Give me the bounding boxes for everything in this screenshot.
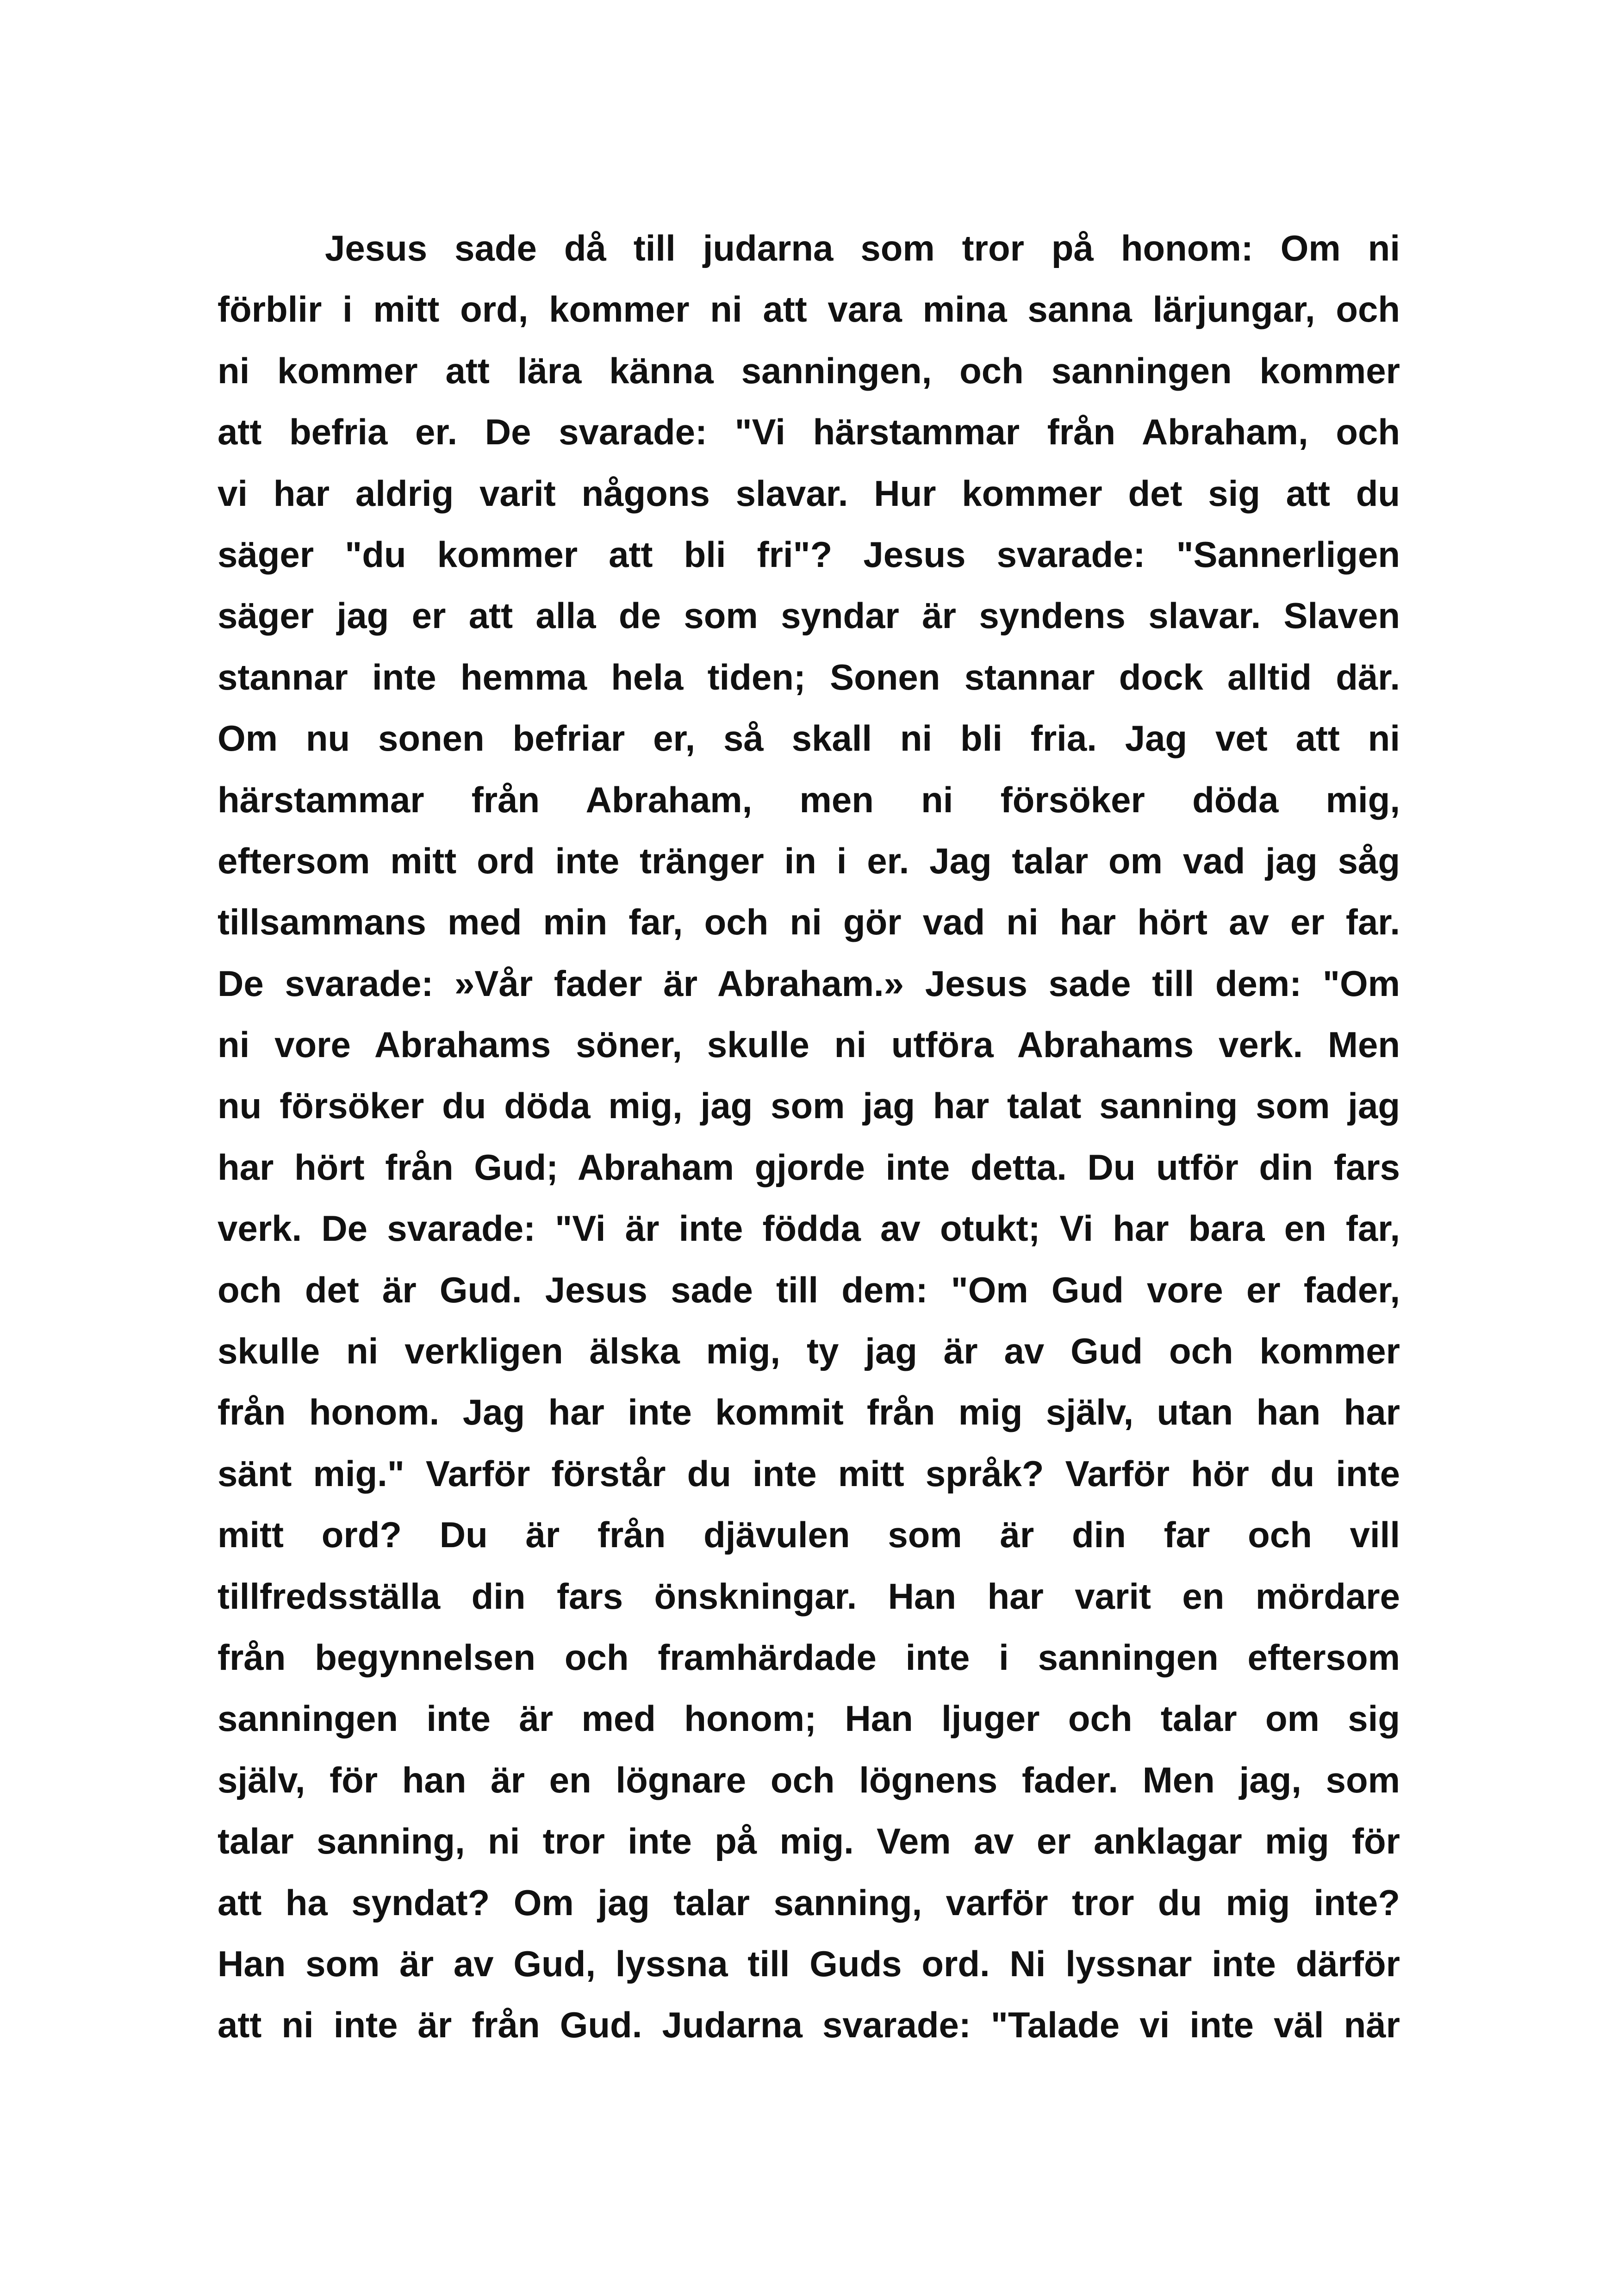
text-line: sanningen inte är med honom; Han ljuger och talar om sig — [218, 1698, 1400, 1739]
text-line: De svarade: »Vår fader är Abraham.» Jesus sade till dem: "Om — [218, 963, 1400, 1004]
body-paragraph — [218, 218, 1400, 2056]
text-line: att ha syndat? Om jag talar sanning, varför tror du mig inte? — [218, 1882, 1400, 1923]
text-line: mitt ord? Du är från djävulen som är din far och vill — [218, 1514, 1400, 1556]
text-line: härstammar från Abraham, men ni försöker döda mig, — [218, 779, 1400, 820]
text-line: stannar inte hemma hela tiden; Sonen stannar dock alltid där. — [218, 656, 1400, 697]
text-line: tillsammans med min far, och ni gör vad ni har hört av er far. — [218, 902, 1400, 943]
text-line: talar sanning, ni tror inte på mig. Vem av er anklagar mig för — [218, 1821, 1400, 1862]
text-line: verk. De svarade: "Vi är inte födda av otukt; Vi har bara en far, — [218, 1208, 1400, 1249]
text-line: ni kommer att lära känna sanningen, och sanningen kommer — [218, 350, 1400, 391]
text-line: säger "du kommer att bli fri"? Jesus svarade: "Sannerligen — [218, 534, 1400, 575]
text-line: och det är Gud. Jesus sade till dem: "Om Gud vore er fader, — [218, 1269, 1400, 1310]
text-line: själv, för han är en lögnare och lögnens fader. Men jag, som — [218, 1759, 1400, 1800]
text-line: nu försöker du döda mig, jag som jag har talat sanning som jag — [218, 1085, 1400, 1126]
text-line: eftersom mitt ord inte tränger in i er. Jag talar om vad jag såg — [218, 840, 1400, 881]
text-line: att ni inte är från Gud. Judarna svarade: "Talade vi inte väl när — [218, 2004, 1400, 2046]
text-line: förblir i mitt ord, kommer ni att vara mina sanna lärjungar, och — [218, 289, 1400, 330]
text-line: Om nu sonen befriar er, så skall ni bli fria. Jag vet att ni — [218, 718, 1400, 759]
text-line: sänt mig." Varför förstår du inte mitt språk? Varför hör du inte — [218, 1453, 1400, 1494]
text-line: att befria er. De svarade: "Vi härstammar från Abraham, och — [218, 411, 1400, 453]
text-line: säger jag er att alla de som syndar är syndens slavar. Slaven — [218, 595, 1400, 636]
text-line: skulle ni verkligen älska mig, ty jag är av Gud och kommer — [218, 1331, 1400, 1372]
text-line: ni vore Abrahams söner, skulle ni utföra Abrahams verk. Men — [218, 1024, 1400, 1065]
text-line: har hört från Gud; Abraham gjorde inte detta. Du utför din fars — [218, 1146, 1400, 1188]
text-line: Jesus sade då till judarna som tror på honom: Om ni — [325, 228, 1400, 268]
text-line: tillfredsställa din fars önskningar. Han har varit en mördare — [218, 1575, 1400, 1617]
text-line: Han som är av Gud, lyssna till Guds ord. Ni lyssnar inte därför — [218, 1943, 1400, 1984]
text-line: vi har aldrig varit någons slavar. Hur kommer det sig att du — [218, 473, 1400, 514]
text-line: från honom. Jag har inte kommit från mig själv, utan han har — [218, 1392, 1400, 1433]
text-line: från begynnelsen och framhärdade inte i sanningen eftersom — [218, 1636, 1400, 1678]
